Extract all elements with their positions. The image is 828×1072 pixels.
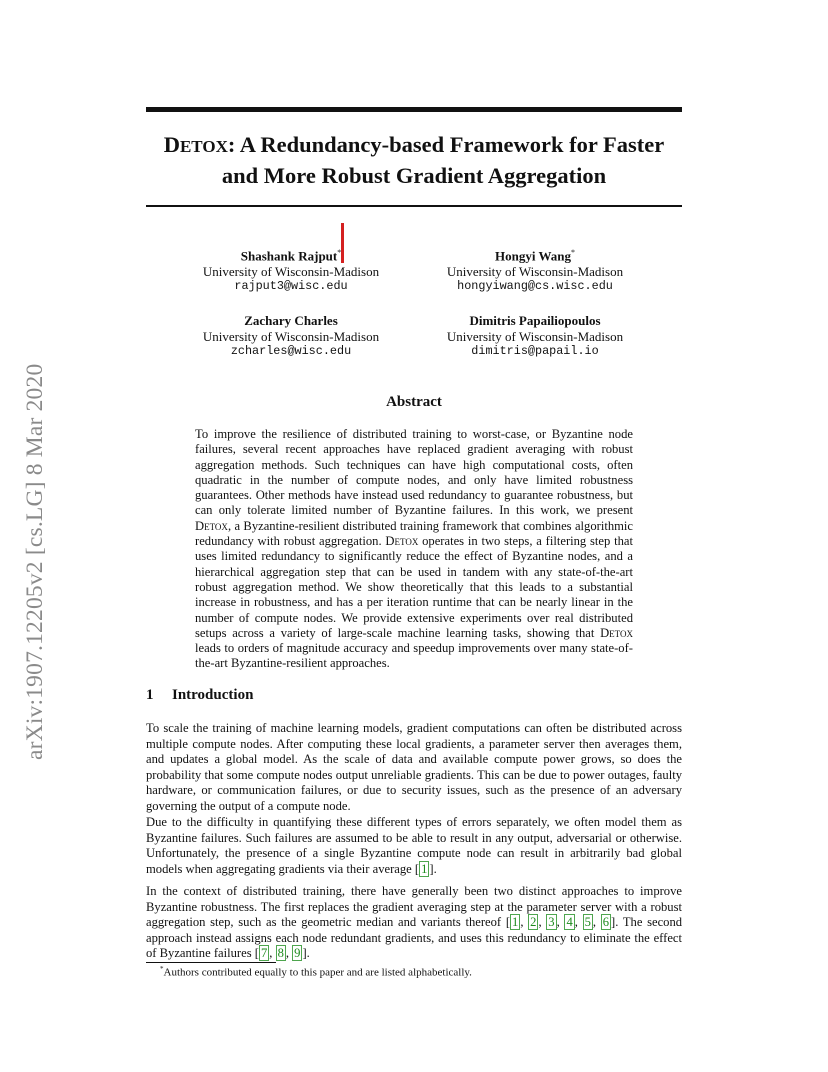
paragraph-text: . (433, 861, 437, 876)
paragraph-text: In the context of distributed training, there have generally been two distinct approaches to improve Byzantine robustness. The first replaces the gradient averaging step at the parameter server with a robust aggregation step, such as the geometric median and variants thereof (146, 884, 682, 930)
author-block-papailiopoulos (405, 313, 665, 360)
paragraph-text: Due to the difficulty in quantifying these different types of errors separately, we often model them as Byzantine failures. Such failures are assumed to be able to result in any output, adversarial or otherwise. Unfortunately, the presence of a single Byzantine compute node can result in arbitrarily bad global models when aggregating gradients via their average (146, 815, 682, 876)
intro-paragraph-1: To scale the training of machine learning models, gradient computations can often be distributed across multiple compute nodes. After computing these local gradients, a parameter server then averages them, and updates a global model. As the scale of data and available compute power grows, so does the probability that some compute nodes output unreliable gradients. This can be due to power outages, faulty hardware, or communication failures, or due to security issues, such as the presence of an adversary governing the output of a compute node. (146, 721, 682, 813)
citation-link[interactable]: 8 (277, 946, 284, 961)
abstract-text: To improve the resilience of distributed training to worst-case, or Byzantine node failures, several recent approaches have replaced gradient averaging with robust aggregation methods. Such techniques can have high computational costs, often quadratic in the number of compute nodes, and only have limited robustness guarantees. Other methods have instead used redundancy to guarantee robustness, but can only tolerate limited number of Byzantine failures. In this work, we present (195, 427, 633, 518)
title-detox-initial: D (163, 132, 180, 157)
author-affiliation: University of Wisconsin-Madison (446, 328, 624, 344)
author-affiliation: University of Wisconsin-Madison (202, 263, 380, 279)
citation-link[interactable]: 5 (584, 915, 591, 930)
author-name: Zachary Charles (244, 313, 338, 328)
paper-title (120, 130, 708, 190)
detox-smallcaps: Detox (385, 534, 419, 549)
abstract-text: , a Byzantine-resilient distributed training framework that combines algorithmic redundancy with robust aggregation. (195, 518, 633, 549)
author-mark: * (337, 248, 342, 257)
author-affiliation: University of Wisconsin-Madison (202, 328, 380, 344)
citation-link[interactable]: 2 (530, 915, 537, 930)
footnote-rule (146, 962, 276, 963)
intro-paragraph-3: In the context of distributed training, there have generally been two distinct approaches to improve Byzantine robustness. The first replaces the gradient averaging step at the parameter server with a robust aggregation step, such as the geometric median and variants thereof [ 1 , 2 , 3 , 4 , 5 , 6 ]. The second approach instead assigns each node redundant gradients, and uses this redundancy to eliminate the effect of Byzantine failures [ 7 , 8 , 9 ]. (146, 884, 683, 961)
author-affiliation: University of Wisconsin-Madison (446, 263, 624, 279)
author-name: Shashank Rajput (240, 248, 338, 264)
title-detox-rest: ETOX (179, 137, 228, 156)
citation-link[interactable]: 3 (548, 915, 555, 930)
author-email: dimitris@papail.io (471, 344, 599, 358)
citation-link[interactable]: 7 (260, 946, 268, 961)
author-mark: * (570, 248, 575, 257)
title-line2: and More Robust Gradient Aggregation (221, 163, 607, 188)
abstract-text: operates in two steps, a filtering step that uses limited redundancy to significantly reduce the effect of Byzantine nodes, and a hierarchical aggregation step that can be used in tandem with any state-of-the-art robust aggregation method. We show theoretically that this leads to a substantial increase in robustness, and has a per iteration runtime that can be nearly linear in the number of compute nodes. We provide extensive experiments over real distributed setups across a variety of large-scale machine learning tasks, showing that (195, 534, 633, 640)
citation-link[interactable]: 4 (566, 915, 573, 930)
author-block-wang (405, 245, 665, 295)
abstract-body (195, 427, 633, 672)
author-block-charles (161, 313, 421, 360)
title-line1: : A Redundancy-based Framework for Faster (227, 132, 665, 157)
footnote (160, 965, 472, 979)
paragraph-text: . The second approach instead assigns each node redundant gradients, and uses this redundancy to eliminate the effect of Byzantine failures (146, 915, 683, 961)
abstract-heading: Abstract (386, 394, 442, 410)
author-email: zcharles@wisc.edu (230, 344, 352, 358)
paragraph-text: . (306, 946, 310, 961)
intro-paragraph-2: Due to the difficulty in quantifying these different types of errors separately, we often model them as Byzantine failures. Such failures are assumed to be able to result in any output, adversarial or otherwise. Unfortunately, the presence of a single Byzantine compute node can result in arbitrarily bad global models when aggregating gradients via their average [ 1 ]. (146, 815, 682, 876)
section-number: 1 (146, 687, 154, 703)
author-email: hongyiwang@cs.wisc.edu (457, 279, 613, 294)
section-title: Introduction (172, 687, 254, 703)
detox-smallcaps: Detox (195, 518, 228, 533)
author-name: Hongyi Wang (495, 248, 571, 264)
author-email: rajput3@wisc.edu (234, 279, 348, 294)
author-name: Dimitris Papailiopoulos (469, 313, 601, 328)
title-top-rule (146, 107, 682, 112)
footnote-text: Authors contributed equally to this paper and are listed alphabetically. (163, 966, 472, 979)
citation-link[interactable]: 9 (294, 946, 301, 961)
text-cursor (341, 223, 344, 263)
title-bottom-rule (146, 205, 682, 207)
author-block-rajput (161, 245, 421, 295)
abstract-text: leads to orders of magnitude accuracy and speedup improvements over many state-of-the-art Byzantine-resilient approaches. (195, 641, 633, 671)
arxiv-identifier: arXiv:1907.12205v2 [cs.LG] 8 Mar 2020 (22, 363, 48, 760)
footnote-mark: * (160, 965, 164, 973)
citation-link[interactable]: 1 (512, 915, 519, 930)
detox-smallcaps: Detox (600, 625, 633, 640)
citation-link[interactable]: 6 (602, 915, 610, 930)
section-heading (146, 687, 253, 704)
citation-link[interactable]: 1 (421, 861, 428, 876)
